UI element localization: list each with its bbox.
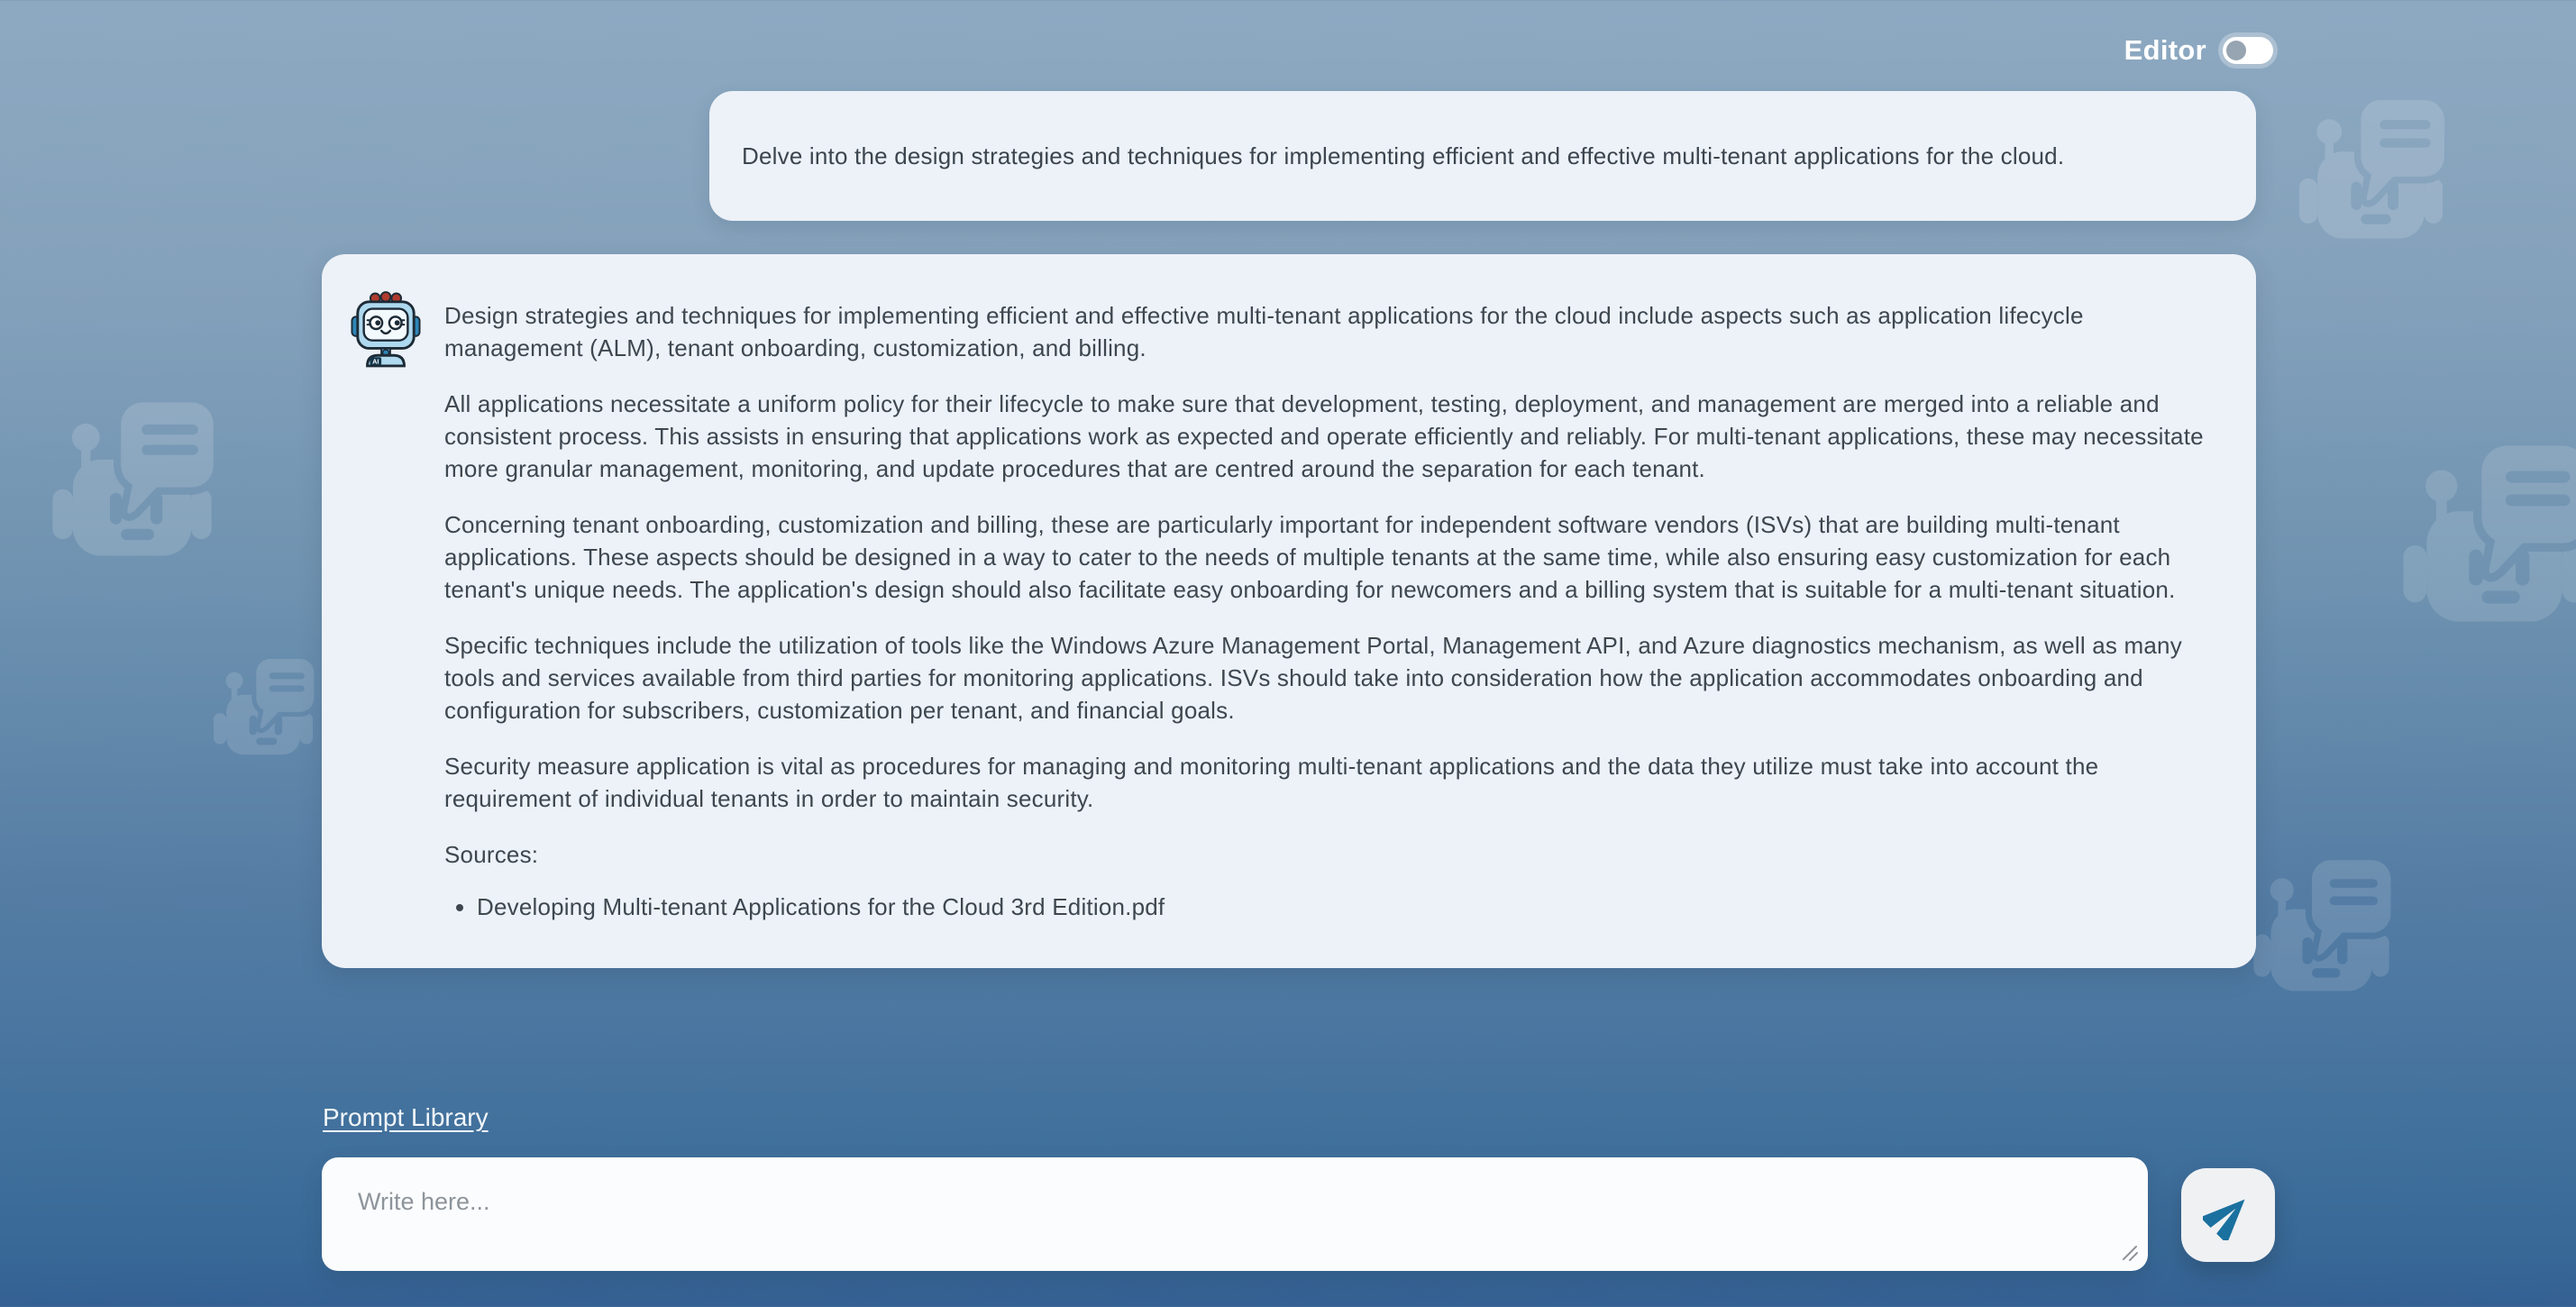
assistant-paragraph: Security measure application is vital as procedures for managing and monitoring multi-tenant applications and the data they utilize must take into account the requirement of individual tenants in order to maintain security. [444, 753, 2099, 812]
editor-toggle-row [2124, 34, 2273, 67]
sources-label: Sources: [444, 841, 539, 868]
source-list [444, 891, 2224, 923]
assistant-paragraph: Concerning tenant onboarding, customization and billing, these are particularly important for independent software vendors (ISVs) that are building multi-tenant applications. These aspects should be designed in a way to cater to the needs of multiple tenants at the same time, while also ensuring easy customization for each tenant's unique needs. The application's design should also facilitate easy onboarding for newcomers and a billing system that is suitable for a multi-tenant situation. [444, 511, 2176, 603]
editor-label: Editor [2124, 34, 2206, 66]
ai-robot-avatar-icon [351, 290, 421, 932]
editor-toggle[interactable] [2223, 37, 2273, 64]
assistant-paragraph: All applications necessitate a uniform policy for their lifecycle to make sure that development, testing, deployment, and management are merged into a reliable and consistent process. This assists in ensuring that applications work as expected and operate efficiently and reliably. For multi-tenant applications, these may necessitate more granular management, monitoring, and update procedures that are centred around the separation for each tenant. [444, 390, 2204, 482]
toggle-knob [2226, 41, 2246, 60]
source-item: • Developing Multi-tenant Applications for the Cloud 3rd Edition.pdf [477, 891, 2224, 923]
assistant-paragraph: Specific techniques include the utilization of tools like the Windows Azure Management Portal, Management API, and Azure diagnostics mechanism, as well as many tools and services available from third parties for monitoring applications. ISVs should take into consideration how the application accommodates onboarding and configuration for subscribers, customization per tenant, and financial goals. [444, 632, 2182, 724]
resize-grip-icon[interactable] [2119, 1242, 2139, 1262]
user-message-text: Delve into the design strategies and techniques for implementing efficient and effective multi-tenant applications for the cloud. [742, 142, 2065, 169]
message-input[interactable] [322, 1157, 2148, 1271]
chatbot-speech-bubble-icon [40, 389, 224, 574]
chatbot-speech-bubble-icon [2389, 431, 2576, 643]
chatbot-speech-bubble-icon [206, 651, 321, 766]
prompt-library-link[interactable]: Prompt Library [323, 1103, 489, 1131]
send-button[interactable] [2181, 1168, 2275, 1262]
user-message-bubble [709, 91, 2256, 221]
assistant-message-content [444, 290, 2224, 932]
svg-text:AI: AI [372, 357, 379, 366]
chatbot-speech-bubble-icon [2288, 88, 2454, 255]
paper-plane-icon [2203, 1190, 2253, 1240]
chatbot-speech-bubble-icon [2243, 849, 2400, 1007]
assistant-message-card [322, 254, 2256, 968]
message-input-container [322, 1157, 2148, 1271]
assistant-paragraph: Design strategies and techniques for implementing efficient and effective multi-tenant applications for the cloud include aspects such as application lifecycle management (ALM), tenant onboarding, customization, and billing. [444, 302, 2084, 361]
